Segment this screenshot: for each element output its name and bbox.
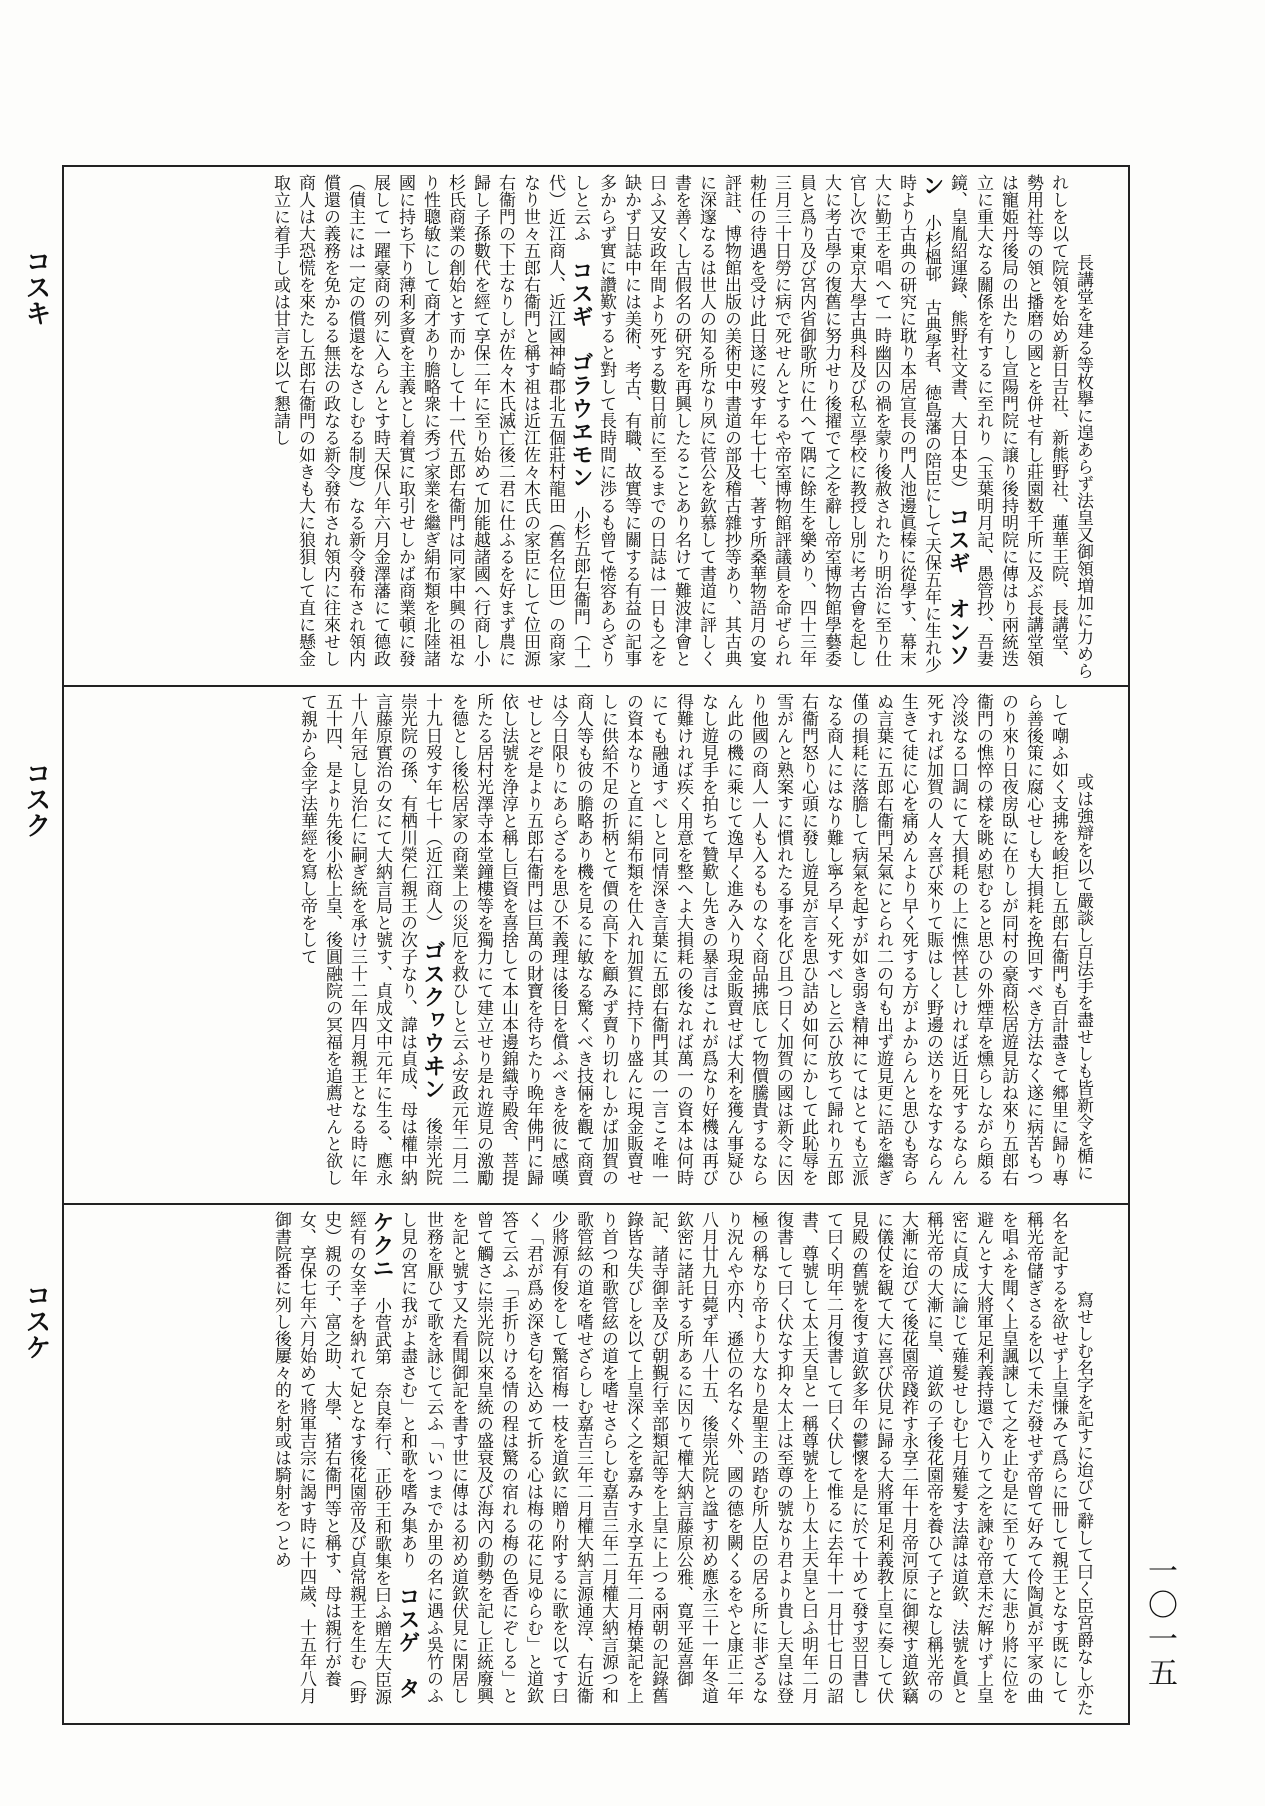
entry-heading-kosugi-onson: コスギ オンソン	[919, 174, 970, 667]
entry-author-kosugi-goroemon: 小杉五郎右衞門	[570, 506, 590, 625]
text-band-top	[74, 174, 1120, 679]
entry-heading-kosugi-gorauemon: コスギ ゴラウヱモン	[568, 259, 593, 489]
page-number: 一〇一五	[1142, 1555, 1177, 1691]
text-band-bottom	[74, 1211, 1120, 1717]
entry-text-kosuge-takekuni: 奈良奉行、正砂王和歌集を曰ふ贈左大臣源經有の女幸子を納れて妃となす後花園帝及び貞常親王を生む（野史）親の子、富之助、大學、猪右衞門等と稱す、母は親行が養女、享保七年六月始めて將軍吉宗に謁す時に十四歲、十五年八月御書院番に列し後屢々的を射或は騎射をつとめ	[271, 1211, 391, 1705]
entry-author-kosuge-takekuni: 小菅武第	[371, 1297, 391, 1365]
band2-continuation: 或は強辯を以て嚴談し百法手を盡せしも皆新令を楯にして嘲ふ如く支拂を峻拒し五郎右衞門も百計盡きて郷里に歸り專ら善後策に腐心せしも大損耗を挽回すべき方法なく遂に病苦もつのり來り日夜房臥に在りしが同村の豪商松居遊見訪ね來り五郎右衞門の憔悴の樣を眺め慰むると思ひの外煙草を燻らしながら頗る冷淡なる口調にて大損耗の上に憔悴甚しければ近日死するならん死すれば加賀の人々喜び來りて賑はしく野邊の送りをなすならん生きて徒に心を痛めんより早く死する方がよからんと思ひも寄らぬ言葉に五郎右衞門呆氣にとられ二の句も出ず遊見更に語を繼ぎ僅の損耗に落膽して病氣を起すが如き弱き精神にてはとても立派なる商人にはなり難し寧ろ早く死すべしと云ひ放ちて歸れり五郎右衞門怒り心頭に發し遊見が言を思ひ詰め如何にかして此恥辱を雪がんと熟案すに慣れたる事を化び且つ日く加賀の國は新令に因り他國の商人一人も入るものなく商品拂底して物價騰貴するならん此の機に乘じて逸早く進み入り現金販賣せば大利を獲ん事疑ひなし遊見手を拍ちて贊歎し先きの暴言はこれが爲なり好機は再び得難ければ疾く用意を整へよ大損耗の後なれば萬一の資本は何時にても融通すべしと同情深き言葉に五郎右衞門其の一言こそ唯一の資本なりと直に絹布類を仕入れ加賀に持下り盛んに現金販賣せしに供給不足の折柄とて價の高下を顧みず賣り切れしかば加賀の商人等も彼の膽略あり機を見るに敏なる驚くべき技倆を觀て商賣は今日限りにあらざるを思ひ不義理は後日を償ふべきを彼に感嘆せしとぞ是より五郎右衞門は巨萬の財寶を待ちたり晩年佛門に歸依し法號を浄淳と稱し巨資を喜捨して本山本邊錦織寺殿舍、菩提所たる居村光澤寺本堂鐘樓等を獨力にて建立せり是れ遊見の激勵を德とし後松居家の商業上の災厄を救ひしと云ふ安政元年二月二十九日歿す年七十（近江商人）	[422, 693, 1093, 1186]
entry-heading-kosuge-takekuni: コスゲ タケクニ	[369, 1211, 420, 1700]
band-divider-1	[62, 685, 1130, 687]
band-divider-2	[62, 1203, 1130, 1205]
entry-author-kosugi-sugimura: 小杉榲邨	[921, 214, 941, 282]
entry-author-gosukouin: 後崇光院	[422, 1117, 442, 1186]
band1-intro: 長講堂を建る等枚擧に遑あらず法皇又御領増加に力められしを以て院領を始め新日吉社、新熊野社、蓮華王院、長講堂、勢用社等の領と播磨の國とを併せ有し莊園数千所に及ぶ長講堂領は寵姫丹後局の出たりし宣陽門院に譲り後持明院に傳はり兩統迭立に重大なる關係を有するに至れり（玉葉明月記、愚管抄、吾妻鏡、皇胤紹運錄、熊野社文書、大日本史）	[947, 174, 1093, 679]
band3-continuation: 寫せしむ名字を記すに迨びて辭して曰く臣宮爵なし亦た名を記するを欲せず上皇慊みて爲らに冊して親王となす既にして稱光帝儲ぎさるを以て未だ發せず帝曾て好みて伶陶眞が平家の曲を唱ふを聞く上皇諷諫して之を止む是に至りて大に悲り將に位を避んとす大將軍足利義持還で入りて之を諫む帝意未だ解けず上皇密に貞成に論じて薙髮せしむ七月薙髮す法諱は道欽、法號を眞と稱光帝の大漸に皇、道欽の子後花園帝を養ひて子となし稱光帝の大漸に迨びて後花園帝踐祚す永享二年十月帝河原に御禊す道欽竊に儀仗を観て大に喜び伏見に歸る大將軍足利義教上皇に奏して伏見殿の舊號を復す道欽多年の鬱懷を是に於て十めて發す翌日書して曰く明年二月復書して曰く伏して惟るに去年十一月廿七日の詔書、尊號して太上天皇と一稱尊號を上り太上天皇と曰ふ明年二月復書して曰く伏なす抑々太上は至尊の號なり君より貴し天皇は登極の稱なり帝より大なり是聖主の踏む所人臣の居る所に非ざるなり況んや亦内、遜位の名なく外、國の德を闕くるをやと康正二年八月廿九日薨ず年八十五、後崇光院と諡す初め應永三十一年冬道欽密に諸託する所あるに因りて權大納言藤原公雅、寛平延喜御記、諸寺御幸及び朝覲行幸部類記等を上皇に上つる兩朝の記錄舊錄皆な失びしを以て上皇深く之を嘉みす永享五年二月椿葉記を上り首つ和歌管絃の道を嗜せさらしむ嘉吉三年二月權大納言源つ和歌管絃の道を嗜せざらしむ嘉吉三年二月權大納言源通淳、右近衞少將源有俊をして驚宿梅一枝を道欽に贈り附するに歌を以てす曰く「君が爲め深き匂を込めて折る心は梅の花に見ゆらむ」と道欽答て云ふ「手折りける情の程は驚の宿れる梅の色香にぞしる」と曾て觸さに崇光院以來皇統の盛衰及び海內の動勢を記し正統廢興を記と號す又た看聞御記を書す世に傳はる初め道欽伏見に閑居し世務を厭ひて歌を詠じて云ふ「いつまでか里の名に遇ふ吳竹のふし見の宮に我がよ盡さむ」と和歌を嗜み集あり	[397, 1211, 1093, 1716]
margin-label-kosuke: コスケ	[21, 1282, 51, 1360]
entry-text-kosugi-gorauemon: （十一代）近江商人、近江國神崎郡北五個莊村龍田（舊名位田）の商家なり世々五郎右衞門と稱す祖は近江佐々木氏の家臣にして位田源右衞門の下士なりしが佐々木氏滅亡後二君に仕ふるを好まず農に歸し子孫數代を經て享保二年に至り始めて加能越諸國へ行商し小杉氏商業の創始とす而かして十一代五郎右衞門は同家中興の祖なり性聰敏にして商才あり膽略衆に秀づ家業を繼ぎ絹布類を北陸諸國に持ち下り薄利多賣を主義とし着實に取引せしかば商業頓に發展して一躍豪商の列に入らんとす時天保八年六月金澤藩にて德政（債主には一定の償還をなさしむる制度）なる新令發布され領内償還の義務を免かるる無法の政なる新令發布され領内に往來せし商人は大恐慌を來たし五郎右衞門の如きも大に狼狽して直に懸金取立に着手し或は甘言を以て懇請し	[270, 174, 590, 676]
margin-label-kosuki: コスキ	[21, 248, 51, 326]
entry-heading-gosukouin: ゴスクヮウヰン	[420, 939, 445, 1101]
entry-text-gosukouin: 崇光院の孫、有栖川榮仁親王の次子なり、諱は貞成、母は權中納言藤原實治の女にて大納言局と號す、貞成文中元年に生る、應永十八年冠し見治仁に嗣ぎ統を承け三十二年四月親王となる時に年五十四、是より先後小松上皇、後圓融院の冥福を追薦せんと欲して親から金字法華經を寫し帝をして	[297, 693, 417, 1186]
margin-label-kosuku: コスク	[21, 760, 51, 838]
entry-text-kosugi-onson: 古典學者、徳島藩の陪臣にして天保五年に生れ少時より古典の研究に耽り本居宣長の門人池邊眞榛に從學す、幕末大に勤王を唱へて一時幽囚の禍を蒙り後赦されたり明治に至り仕官し次で東京大學古典科及び私立學校に教授し別に考古會を起し大に考古學の復舊に努力せり後擢でて之を辭し帝室博物館學藝委員と爲り及び宮内省御歌所に仕へて隅に餘生を樂めり、四十三年三月三十日勞に病で死せんとするや帝室博物館評議員を命ぜられ勅任の待遇を受け此日遂に歿す年七十七、著す所桑華物語月の宴評註、博物館出版の美術史中書道の部及稽古雜抄等あり、其古典に深邃なるは世人の知る所なり夙に菅公を欽慕して書道に評しく書を善くし古假名の研究を再興したることあり名けて難波津會と曰ふ又安政年間より死する數日前に至るまでの日誌は一日も之を缺かず日誌中には美術、考古、有職、故實等に關する有益の記事多からず實に讚歎すると對して長時間に渉るも曾て惓容あらざりしと云ふ	[570, 174, 941, 673]
text-band-middle	[74, 693, 1120, 1196]
